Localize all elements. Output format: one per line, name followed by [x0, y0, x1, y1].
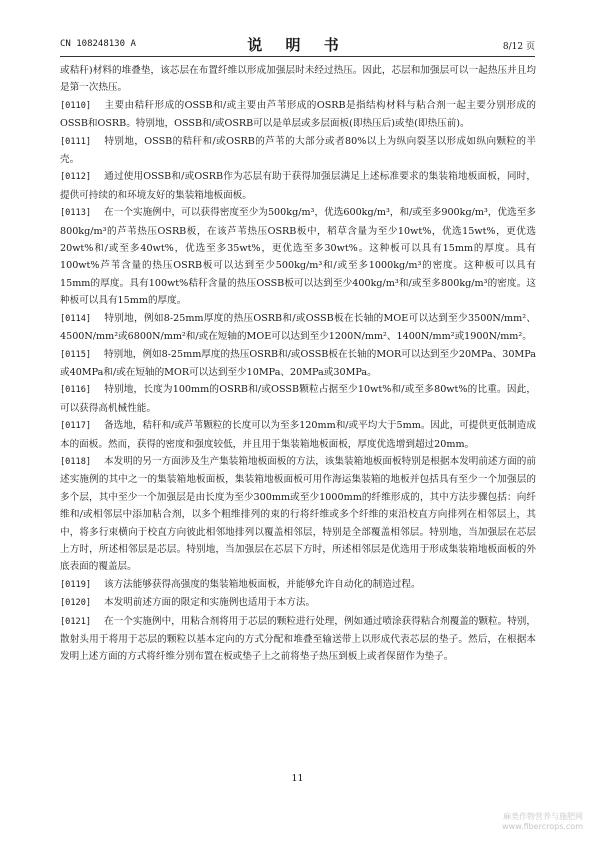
paragraph-number: [0113] [60, 208, 92, 219]
paragraph-0121 [60, 613, 536, 666]
paragraph-text: 特别地，长度为100mm的OSRB和/或OSSB颗粒占据至少10wt%和/或至多80wt%的比重。因此，可以获得高机械性能。 [60, 384, 536, 414]
paragraph-number: [0120] [60, 598, 92, 609]
page-number: 11 [291, 773, 304, 784]
paragraph-number: [0112] [60, 172, 92, 183]
paragraph-0119 [60, 576, 536, 594]
paragraph-0120 [60, 594, 536, 612]
page-header [60, 34, 535, 54]
paragraph-0113 [60, 204, 536, 309]
paragraph-0118 [60, 453, 536, 576]
paragraph-text: 通过使用OSSB和/或OSRB作为芯层有助于获得加强层满足上述标准要求的集装箱地板面板，同时，提供可持续的和环境友好的集装箱地板面板。 [60, 171, 536, 201]
intro-paragraph: 或秸秆)材料的堆叠垫，该芯层在布置纤维以形成加强层时未经过热压。因此，芯层和加强层可以一起热压并且均是第一次热压。 [60, 65, 536, 94]
paragraph-number: [0117] [60, 421, 92, 432]
watermark-url: www.fibercrops.com [502, 822, 583, 831]
paragraph-text: 特别地，OSSB的秸秆和/或OSRB的芦苇的大部分或者80%以上为纵向裂茎以形成如纵向颗粒的半壳。 [60, 135, 536, 166]
paragraph-number: [0114] [60, 313, 92, 324]
paragraph-text: 主要由秸秆形成的OSSB和/或主要由芦苇形成的OSRB是指结构材料与粘合剂一起主要分别形成的OSSB和OSRB。特别地，OSSB和/或OSRB可以是单层或多层面板(即热压后)或垫(即热压前)。 [60, 99, 536, 130]
paragraph-number: [0121] [60, 616, 92, 627]
paragraph-text: 特别地，例如8-25mm厚度的热压OSRB和/或OSSB板在长轴的MOR可以达到至少20MPa、30MPa或40MPa和/或在短轴的MOR可以达到至少10MPa、20MPa或30MPa。 [60, 348, 536, 378]
paragraph-number: [0116] [60, 385, 92, 396]
paragraph-0117 [60, 417, 536, 453]
document-body [60, 62, 536, 666]
paragraph-text: 在一个实施例中，可以获得密度至少为500kg/m³，优选600kg/m³，和/或至多900kg/m³，优选至多800kg/m³的芦苇热压OSRB板，在该芦苇热压OSRB板中，稻草含量为至少10wt%，优选15wt%，更优选20wt%和/或至多40wt%，优选至多35wt%，更优选至多30wt%。这种板可以具有15mm的厚度。具有100wt%芦苇含量的热压OSRB板可以达到至少500kg/m³和/或至多1000kg/m³的密度。这种板可以具有15mm的厚度。具有100wt%秸秆含量的热压OSSB板可以达到至少400kg/m³和/或至多800kg/m³的密度。这种板可以具有15mm的厚度。 [60, 207, 536, 307]
paragraph-0115 [60, 346, 536, 382]
publication-number: CN 108248130 A [60, 39, 136, 49]
paragraph-text: 特别地，例如8-25mm厚度的热压OSRB和/或OSSB板在长轴的MOE可以达到至少3500N/mm²、4500N/mm²或6800N/mm²和/或在短轴的MOE可以达到至少1200N/mm²、1400N/mm²或1900N/mm²。 [60, 312, 536, 343]
paragraph-0114 [60, 310, 536, 346]
paragraph-0110 [60, 97, 536, 133]
paragraph-number: [0110] [60, 100, 92, 111]
page-of-total: 8/12 页 [502, 42, 535, 52]
header-rule [60, 56, 535, 57]
paragraph-text: 在一个实施例中，用粘合剂将用于芯层的颗粒进行处理，例如通过喷涂获得粘合剂覆盖的颗粒。特别，散射头用于将用于芯层的颗粒以基本定向的方式分配和堆叠至输送带上以形成代表芯层的垫子。然后，在根据本发明上述方面的方式将纤维分别布置在板或垫子上之前将垫子热压到板上或者保留作为垫子。 [60, 615, 536, 663]
paragraph-0111 [60, 133, 536, 169]
document-title: 说 明 书 [247, 36, 348, 54]
paragraph-number: [0115] [60, 349, 92, 360]
watermark-site-name: 麻类作物营养与施肥网 [503, 812, 583, 821]
site-watermark [413, 812, 583, 832]
paragraph-text: 该方法能够获得高强度的集装箱地板面板，并能够允许自动化的制造过程。 [104, 578, 421, 590]
paragraph-text: 本发明前述方面的限定和实施例也适用于本方法。 [104, 597, 316, 609]
paragraph-text: 备选地，秸秆和/或芦苇颗粒的长度可以为至多120mm和/或平均大于5mm。因此，可提供更低制造成本的面板。然而，获得的密度和强度较低，并且用于集装箱地板面板，厚度优选增到超过20mm。 [60, 420, 536, 450]
paragraph-text: 本发明的另一方面涉及生产集装箱地板面板的方法，该集装箱地板面板特别是根据本发明前述方面的前述实施例的其中之一的集装箱地板面板，集装箱地板面板可用作海运集装箱的地板并包括具有至少一个加强层的多个层，其中至少一个加强层是由长度为至少300mm或至少1000mm的纤维形成的，其中方法步骤包括：向纤维和/或相邻层中添加粘合剂，以多个粗维排列的束的行将纤维或多个纤维的束沿校直方向排列在相邻层上，其中，将多行束横向于校直方向彼此相邻地排列以覆盖相邻层，特别是全部覆盖相邻层。特别地，当加强层在芯层上方时，所述相邻层是芯层。特别地，当加强层在芯层下方时，所述相邻层是优选用于形成集装箱地板面板的外底表面的覆盖层。 [60, 455, 536, 573]
paragraph-number: [0119] [60, 579, 92, 590]
paragraph-0112 [60, 168, 536, 204]
paragraph-number: [0118] [60, 456, 92, 467]
paragraph-number: [0111] [60, 136, 92, 147]
paragraph-0116 [60, 381, 536, 417]
